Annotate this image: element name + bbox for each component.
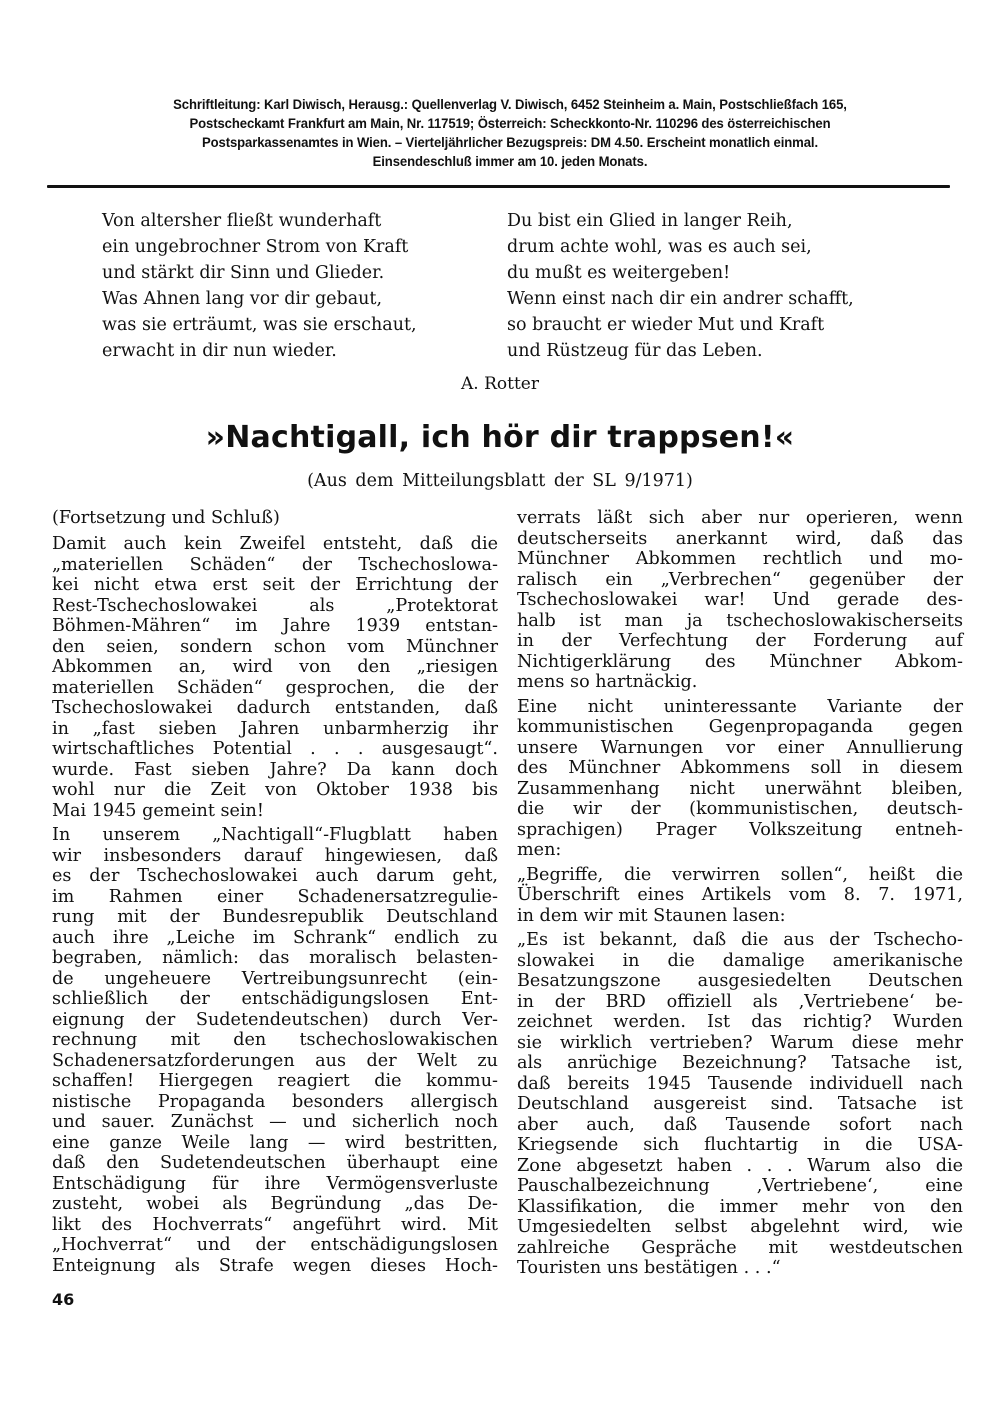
- text-line: unsere Warnungen vor einer Annullierung: [517, 737, 963, 758]
- text-line: eignung der Sudetendeutschen) durch Ver-: [52, 1009, 498, 1030]
- text-line: Schadenersatzforderungen aus der Welt zu: [52, 1050, 498, 1071]
- text-line: Abkommen an, wird von den „riesigen: [52, 657, 498, 677]
- text-line: mens so hartnäckig.: [517, 672, 698, 692]
- text-line: verrats läßt sich aber nur operieren, wenn: [517, 508, 963, 528]
- text-line: Klassifikation, die immer mehr von den: [517, 1196, 963, 1217]
- poem-stanza-right: [507, 208, 854, 364]
- text-line: in „fast sieben Jahren unbarmherzig ihr: [52, 718, 498, 739]
- text-line: schließlich der entschädigungslosen Ent-: [52, 989, 498, 1009]
- text-line: nistische Propaganda besonders allergisch: [52, 1091, 498, 1112]
- text-line: Pauschalbezeichnung ‚Vertriebene‘, eine: [517, 1176, 963, 1196]
- text-line: Enteignung als Strafe wegen dieses Hoch-: [52, 1255, 498, 1276]
- text-line: zeichnet werden. Ist das richtig? Wurden: [517, 1012, 963, 1032]
- text-line: men:: [517, 840, 562, 860]
- paragraph: [517, 865, 963, 927]
- text-line: materiellen Schäden“ gesprochen, die der: [52, 677, 498, 698]
- text-line: als anrüchige Bezeichnung? Tatsache ist,: [517, 1053, 963, 1073]
- text-line: wurde. Fast sieben Jahre? Da kann doch: [52, 759, 498, 780]
- text-line: in der BRD offiziell als ‚Vertriebene‘ be-: [517, 991, 963, 1012]
- text-line: daß den Sudetendeutschen überhaupt eine: [52, 1153, 498, 1173]
- text-line: deutscherseits anerkannt wird, daß das: [517, 528, 963, 549]
- text-line: im Rahmen einer Schadenersatzregulie-: [52, 886, 498, 907]
- text-line: Umgesiedelten selbst abgelehnt wird, wie: [517, 1217, 963, 1237]
- text-line: Deutschland ausgereist sind. Tatsache ist: [517, 1094, 963, 1114]
- text-line: Rest-Tschechoslowakei als „Protektorat: [52, 595, 498, 616]
- text-line: Mai 1945 gemeint sein!: [52, 800, 264, 821]
- article-column-left: [52, 508, 498, 1276]
- poem-stanza-left: [102, 208, 417, 364]
- text-line: „Hochverrat“ und der entschädigungslosen: [52, 1235, 498, 1255]
- text-line: Tschechoslowakei dadurch entstanden, daß: [52, 698, 498, 718]
- text-line: Böhmen-Mähren“ im Jahre 1939 entstan-: [52, 616, 498, 636]
- poem-line: du mußt es weitergeben!: [507, 263, 731, 283]
- paragraph: [52, 534, 498, 821]
- poem-line: ein ungebrochner Strom von Kraft: [102, 237, 409, 257]
- text-line: Zusammenhang nicht unerwähnt bleiben,: [517, 778, 963, 799]
- poem-line: und Rüstzeug für das Leben.: [507, 341, 763, 361]
- text-line: rung mit der Bundesrepublik Deutschland: [52, 907, 498, 927]
- text-line: Besatzungszone ausgesiedelten Deutschen: [517, 971, 963, 991]
- article-title: »Nachtigall, ich hör dir trappsen!«: [205, 420, 795, 455]
- quoted-paragraph: [517, 930, 963, 1279]
- poem-line: so braucht er wieder Mut und Kraft: [507, 315, 825, 335]
- masthead-imprint: [74, 95, 947, 171]
- text-line: ralisch ein „Verbrechen“ gegenüber der: [517, 569, 963, 590]
- text-line: „Begriffe, die verwirren sollen“, heißt die: [517, 864, 963, 885]
- text-line: de ungeheuere Vertreibungsunrecht (ein-: [52, 968, 498, 989]
- paragraph: [52, 825, 498, 1276]
- poem-line: Was Ahnen lang vor dir gebaut,: [102, 289, 383, 309]
- page-number: 46: [52, 1290, 75, 1309]
- text-line: kommunistischen Gegenpropaganda gegen: [517, 717, 963, 737]
- text-line: auch ihre „Leiche im Schrank“ endlich zu: [52, 927, 498, 948]
- text-line: Damit auch kein Zweifel entsteht, daß die: [52, 534, 498, 554]
- text-line: Eine nicht uninteressante Variante der: [517, 696, 963, 717]
- text-line: Münchner Abkommen rechtlich und mo-: [517, 549, 963, 569]
- text-line: wohl nur die Zeit von Oktober 1938 bis: [52, 780, 498, 800]
- poem-line: Von altersher fließt wunderhaft: [102, 211, 382, 231]
- text-line: slowakei in die damalige amerikanische: [517, 950, 963, 971]
- text-line: wir insbesonders darauf hingewiesen, daß: [52, 845, 498, 866]
- text-line: die wir der (kommunistischen, deutsch-: [517, 799, 963, 819]
- text-line: Tschechoslowakei war! Und gerade des-: [517, 590, 963, 610]
- text-line: likt des Hochverrats“ angeführt wird. Mit: [52, 1214, 498, 1235]
- text-line: und sauer. Zunächst — und sicherlich noch: [52, 1112, 498, 1132]
- text-line: sprachigen) Prager Volkszeitung entneh-: [517, 819, 963, 840]
- text-line: halb ist man ja tschechoslowakischerseits: [517, 610, 963, 631]
- text-line: Überschrift eines Artikels vom 8. 7. 1971,: [517, 885, 963, 905]
- poem-line: Du bist ein Glied in langer Reih,: [507, 211, 793, 231]
- text-line: eine ganze Weile lang — wird bestritten,: [52, 1132, 498, 1153]
- text-line: zusteht, wobei als Begründung „das De-: [52, 1194, 498, 1214]
- poem-line: was sie erträumt, was sie erschaut,: [102, 315, 417, 335]
- text-line: wirtschaftliches Potential . . . ausgesaugt“.: [52, 739, 498, 759]
- text-line: schaffen! Hiergegen reagiert die kommu-: [52, 1071, 498, 1091]
- poem-line: Wenn einst nach dir ein andrer schafft,: [507, 289, 854, 309]
- text-line: es der Tschechoslowakei auch darum geht,: [52, 866, 498, 886]
- continuation-note: (Fortsetzung und Schluß): [52, 508, 280, 528]
- text-line: Zone abgesetzt haben . . . Warum also die: [517, 1155, 963, 1176]
- poem-line: und stärkt dir Sinn und Glieder.: [102, 263, 385, 283]
- paragraph: [517, 697, 963, 861]
- masthead-divider: [47, 185, 950, 188]
- poem-author: A. Rotter: [461, 374, 539, 394]
- masthead-line: Postsparkassenamtes in Wien. – Vierteljährlicher Bezugspreis: DM 4.50. Erscheint monatlich einmal.: [201, 135, 819, 150]
- text-line: rechnung mit den tschechoslowakischen: [52, 1030, 498, 1050]
- text-line: Touristen uns bestätigen . . .“: [517, 1258, 781, 1278]
- article-column-right: [517, 508, 963, 1279]
- text-line: begraben, nämlich: das moralisch belasten-: [52, 948, 498, 968]
- masthead-line: Postscheckamt Frankfurt am Main, Nr. 117519; Österreich: Scheckkonto-Nr. 110296 des österreichischen: [189, 116, 831, 131]
- masthead-line: Schriftleitung: Karl Diwisch, Herausg.: Quellenverlag V. Diwisch, 6452 Steinheim a. Main, Postschließfach 165,: [173, 97, 847, 112]
- article-source: (Aus dem Mitteilungsblatt der SL 9/1971): [307, 471, 693, 491]
- text-line: den seien, sondern schon vom Münchner: [52, 636, 498, 657]
- text-line: Entschädigung für ihre Vermögensverluste: [52, 1173, 498, 1194]
- text-line: Nichtigerklärung des Münchner Abkom-: [517, 651, 963, 672]
- text-line: daß bereits 1945 Tausende individuell nach: [517, 1073, 963, 1094]
- text-line: sie wirklich vertrieben? Warum diese mehr: [517, 1032, 963, 1053]
- poem-line: drum achte wohl, was es auch sei,: [507, 237, 812, 257]
- paragraph: [517, 508, 963, 693]
- text-line: „Es ist bekannt, daß die aus der Tschecho-: [517, 930, 963, 950]
- text-line: Kriegsende sich fluchtartig in die USA-: [517, 1135, 963, 1155]
- masthead-line: Einsendeschluß immer am 10. jeden Monats.: [372, 154, 648, 169]
- text-line: des Münchner Abkommens soll in diesem: [517, 758, 963, 778]
- text-line: In unserem „Nachtigall“-Flugblatt haben: [52, 825, 498, 845]
- text-line: in der Verfechtung der Forderung auf: [517, 631, 963, 651]
- text-line: in dem wir mit Staunen lasen:: [517, 905, 786, 926]
- text-line: zahlreiche Gespräche mit westdeutschen: [517, 1237, 963, 1258]
- poem-line: erwacht in dir nun wieder.: [102, 341, 337, 361]
- text-line: aber auch, daß Tausende sofort nach: [517, 1114, 963, 1135]
- text-line: „materiellen Schäden“ der Tschechoslowa-: [52, 554, 498, 575]
- text-line: kei nicht etwa erst seit der Errichtung der: [52, 575, 498, 595]
